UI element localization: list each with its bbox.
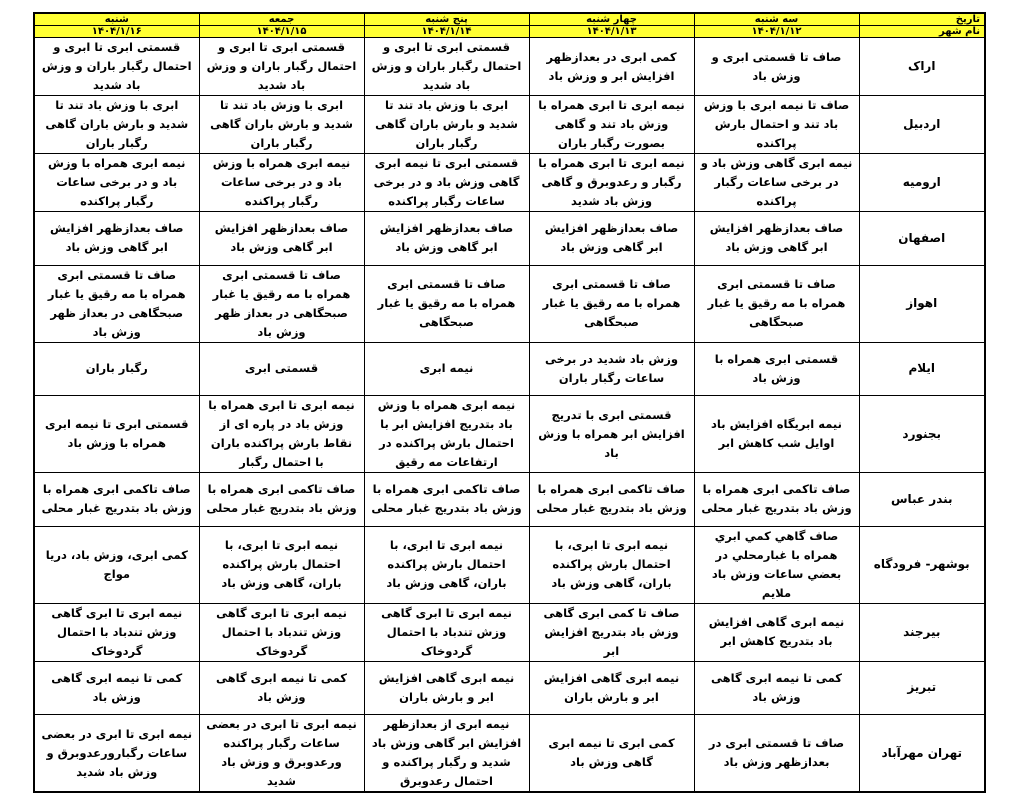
table-row [34,38,985,96]
forecast-cell: صاف تا قسمتی ابری همراه با مه رقیق یا غبار صبحگاهی [529,265,694,342]
forecast-cell: صاف تا کمی ابری گاهی وزش باد بتدریج افزایش ابر [529,603,694,661]
table-row [34,661,985,715]
forecast-cell: صاف تاکمی ابری همراه با وزش باد بتدریج غبار محلی [364,473,529,527]
forecast-cell: صاف تا قسمتی ابری همراه با مه رقیق یا غبار صبحگاهی [694,265,859,342]
city-name: ایلام [859,342,985,396]
forecast-cell: صاف بعدازظهر افزایش ابر گاهی وزش باد [529,212,694,266]
forecast-cell: صاف بعدازظهر افزایش ابر گاهی وزش باد [694,212,859,266]
forecast-cell: ابری با وزش باد تند تا شدید و بارش باران گاهی رگبار باران [364,96,529,154]
forecast-cell: قسمتی ابری [199,342,364,396]
forecast-cell: نیمه ابری از بعدازظهر افزایش ابر گاهی وزش باد شدید و رگبار پراکنده و احتمال رعدوبرق [364,715,529,793]
forecast-cell: قسمتی ابری همراه با وزش باد [694,342,859,396]
city-name: تبریز [859,661,985,715]
day-header-row [34,13,985,26]
forecast-cell: نیمه ابری تا ابری همراه با رگبار و رعدوبرق و گاهی وزش باد شدید [529,154,694,212]
city-name: بجنورد [859,396,985,473]
forecast-cell: نیمه ابری تا ابری همراه با وزش باد در پاره ای از نقاط بارش پراکنده باران با احتمال رگبار [199,396,364,473]
day-name: شنبه [34,13,199,26]
forecast-cell: صاف تاکمی ابری همراه با وزش باد بتدریج غبار محلی [199,473,364,527]
date-value: ۱۴۰۴/۱/۱۳ [529,26,694,38]
forecast-cell: قسمتی ابری تا ابری و احتمال رگبار باران و وزش باد شدید [364,38,529,96]
forecast-cell: نیمه ابری تا ابری، با احتمال بارش پراکنده باران، گاهی وزش باد [199,526,364,603]
forecast-cell: نیمه ابری همراه با وزش باد بتدریج افزایش ابر با احتمال بارش پراکنده در ارتفاعات مه رقیق [364,396,529,473]
city-name: تهران مهرآباد [859,715,985,793]
forecast-cell: صاف بعدازظهر افزایش ابر گاهی وزش باد [34,212,199,266]
table-row [34,96,985,154]
day-name: پنج شنبه [364,13,529,26]
forecast-cell: کمی تا نیمه ابری گاهی وزش باد [199,661,364,715]
forecast-cell: کمی ابری در بعدازظهر افزایش ابر و وزش باد [529,38,694,96]
table-row [34,526,985,603]
forecast-cell: کمی تا نیمه ابری گاهی وزش باد [34,661,199,715]
city-name: اردبیل [859,96,985,154]
date-value: ۱۴۰۴/۱/۱۲ [694,26,859,38]
forecast-cell: نیمه ابری تا ابری گاهی وزش تندباد با احتمال گردوخاک [364,603,529,661]
forecast-cell: صاف تا قسمتی ابری همراه با مه رقیق یا غبار صبحگاهی در بعداز ظهر وزش باد [199,265,364,342]
date-header-row [34,26,985,38]
city-name: اهواز [859,265,985,342]
forecast-cell: صاف تا قسمتی ابری همراه با مه رقیق یا غبار صبحگاهی در بعداز ظهر وزش باد [34,265,199,342]
table-row [34,265,985,342]
forecast-cell: قسمتی ابری تا نیمه ابری همراه با وزش باد [34,396,199,473]
forecast-cell: نیمه ابری تا ابری گاهی وزش تندباد با احتمال گردوخاک [199,603,364,661]
table-row [34,603,985,661]
forecast-cell: صاف تاکمی ابری همراه با وزش باد بتدریج غبار محلی [34,473,199,527]
forecast-cell: قسمتی ابری با تدریج افزایش ابر همراه با وزش باد [529,396,694,473]
day-name: چهار شنبه [529,13,694,26]
table-row [34,715,985,793]
forecast-cell: نیمه ابری [364,342,529,396]
forecast-cell: کمی ابری تا نیمه ابری گاهی وزش باد [529,715,694,793]
forecast-cell: صاف تاکمی ابری همراه با وزش باد بتدریج غبار محلی [529,473,694,527]
forecast-cell: نیمه ابری تا ابری، با احتمال بارش پراکنده باران، گاهی وزش باد [529,526,694,603]
table-row [34,154,985,212]
forecast-cell: رگبار باران [34,342,199,396]
city-name: اراک [859,38,985,96]
table-row [34,342,985,396]
forecast-cell: نیمه ابری گاهی افزایش ابر و بارش باران [364,661,529,715]
forecast-table [33,12,986,793]
forecast-cell: صاف بعدازظهر افزایش ابر گاهی وزش باد [364,212,529,266]
forecast-cell: صاف تا قسمتی ابری همراه با مه رقیق یا غبار صبحگاهی [364,265,529,342]
forecast-cell: نیمه ابریگاه افزایش باد اوایل شب کاهش ابر [694,396,859,473]
forecast-cell: نیمه ابری همراه با وزش باد و در برخی ساعات رگبار پراکنده [199,154,364,212]
forecast-cell: نیمه ابری همراه با وزش باد و در برخی ساعات رگبار پراکنده [34,154,199,212]
forecast-table-body [34,13,985,792]
table-row [34,396,985,473]
forecast-cell: نیمه ابری گاهی افزایش ابر و بارش باران [529,661,694,715]
city-name: اصفهان [859,212,985,266]
day-name: جمعه [199,13,364,26]
forecast-cell: نیمه ابری تا ابری گاهی وزش تندباد با احتمال گردوخاک [34,603,199,661]
day-name: سه شنبه [694,13,859,26]
city-name: بوشهر- فرودگاه [859,526,985,603]
date-value: ۱۴۰۴/۱/۱۶ [34,26,199,38]
forecast-cell: صاف تا نیمه ابری با وزش باد تند و احتمال بارش پراکنده [694,96,859,154]
forecast-cell: کمی تا نیمه ابری گاهی وزش باد [694,661,859,715]
table-row [34,212,985,266]
forecast-cell: قسمتی ابری تا ابری و احتمال رگبار باران و وزش باد شدید [34,38,199,96]
city-name: ارومیه [859,154,985,212]
city-name: بندر عباس [859,473,985,527]
forecast-cell: نیمه ابری تا ابری، با احتمال بارش پراکنده باران، گاهی وزش باد [364,526,529,603]
forecast-cell: قسمتی ابری تا ابری و احتمال رگبار باران و وزش باد شدید [199,38,364,96]
forecast-cell: ابری با وزش باد تند تا شدید و بارش باران گاهی رگبار باران [199,96,364,154]
forecast-cell: صاف بعدازظهر افزایش ابر گاهی وزش باد [199,212,364,266]
forecast-cell: نیمه ابری تا ابری در بعضی ساعات رگبارورعدوبرق و وزش باد شدید [34,715,199,793]
forecast-cell: کمی ابری، وزش باد، دریا مواج [34,526,199,603]
forecast-cell: نیمه ابری تا ابری در بعضی ساعات رگبار پراکنده ورعدوبرق و وزش باد شدید [199,715,364,793]
date-label: تاریخ [859,13,985,26]
forecast-cell: صاف تا قسمتی ابری و وزش باد [694,38,859,96]
date-value: ۱۴۰۴/۱/۱۴ [364,26,529,38]
date-value: ۱۴۰۴/۱/۱۵ [199,26,364,38]
forecast-cell: نیمه ابری گاهی افزایش باد بتدریج کاهش ابر [694,603,859,661]
forecast-cell: صاف تا قسمتی ابری در بعدازظهر وزش باد [694,715,859,793]
forecast-cell: صاف تاکمی ابری همراه با وزش باد بتدریج غبار محلی [694,473,859,527]
table-row [34,473,985,527]
forecast-cell: قسمتی ابری تا نیمه ابری گاهی وزش باد و در برخی ساعات رگبار پراکنده [364,154,529,212]
forecast-cell: وزش باد شدید در برخی ساعات رگبار باران [529,342,694,396]
city-label: نام شهر [859,26,985,38]
forecast-cell: ابری با وزش باد تند تا شدید و بارش باران گاهی رگبار باران [34,96,199,154]
forecast-cell: نیمه ابری تا ابری همراه با وزش باد تند و گاهی بصورت رگبار باران [529,96,694,154]
forecast-cell: نیمه ابری گاهی وزش باد و در برخی ساعات رگبار پراکنده [694,154,859,212]
city-name: بیرجند [859,603,985,661]
forecast-cell: صاف گاهي كمي ابري همراه با غبارمحلي در بعضي ساعات وزش باد ملايم [694,526,859,603]
